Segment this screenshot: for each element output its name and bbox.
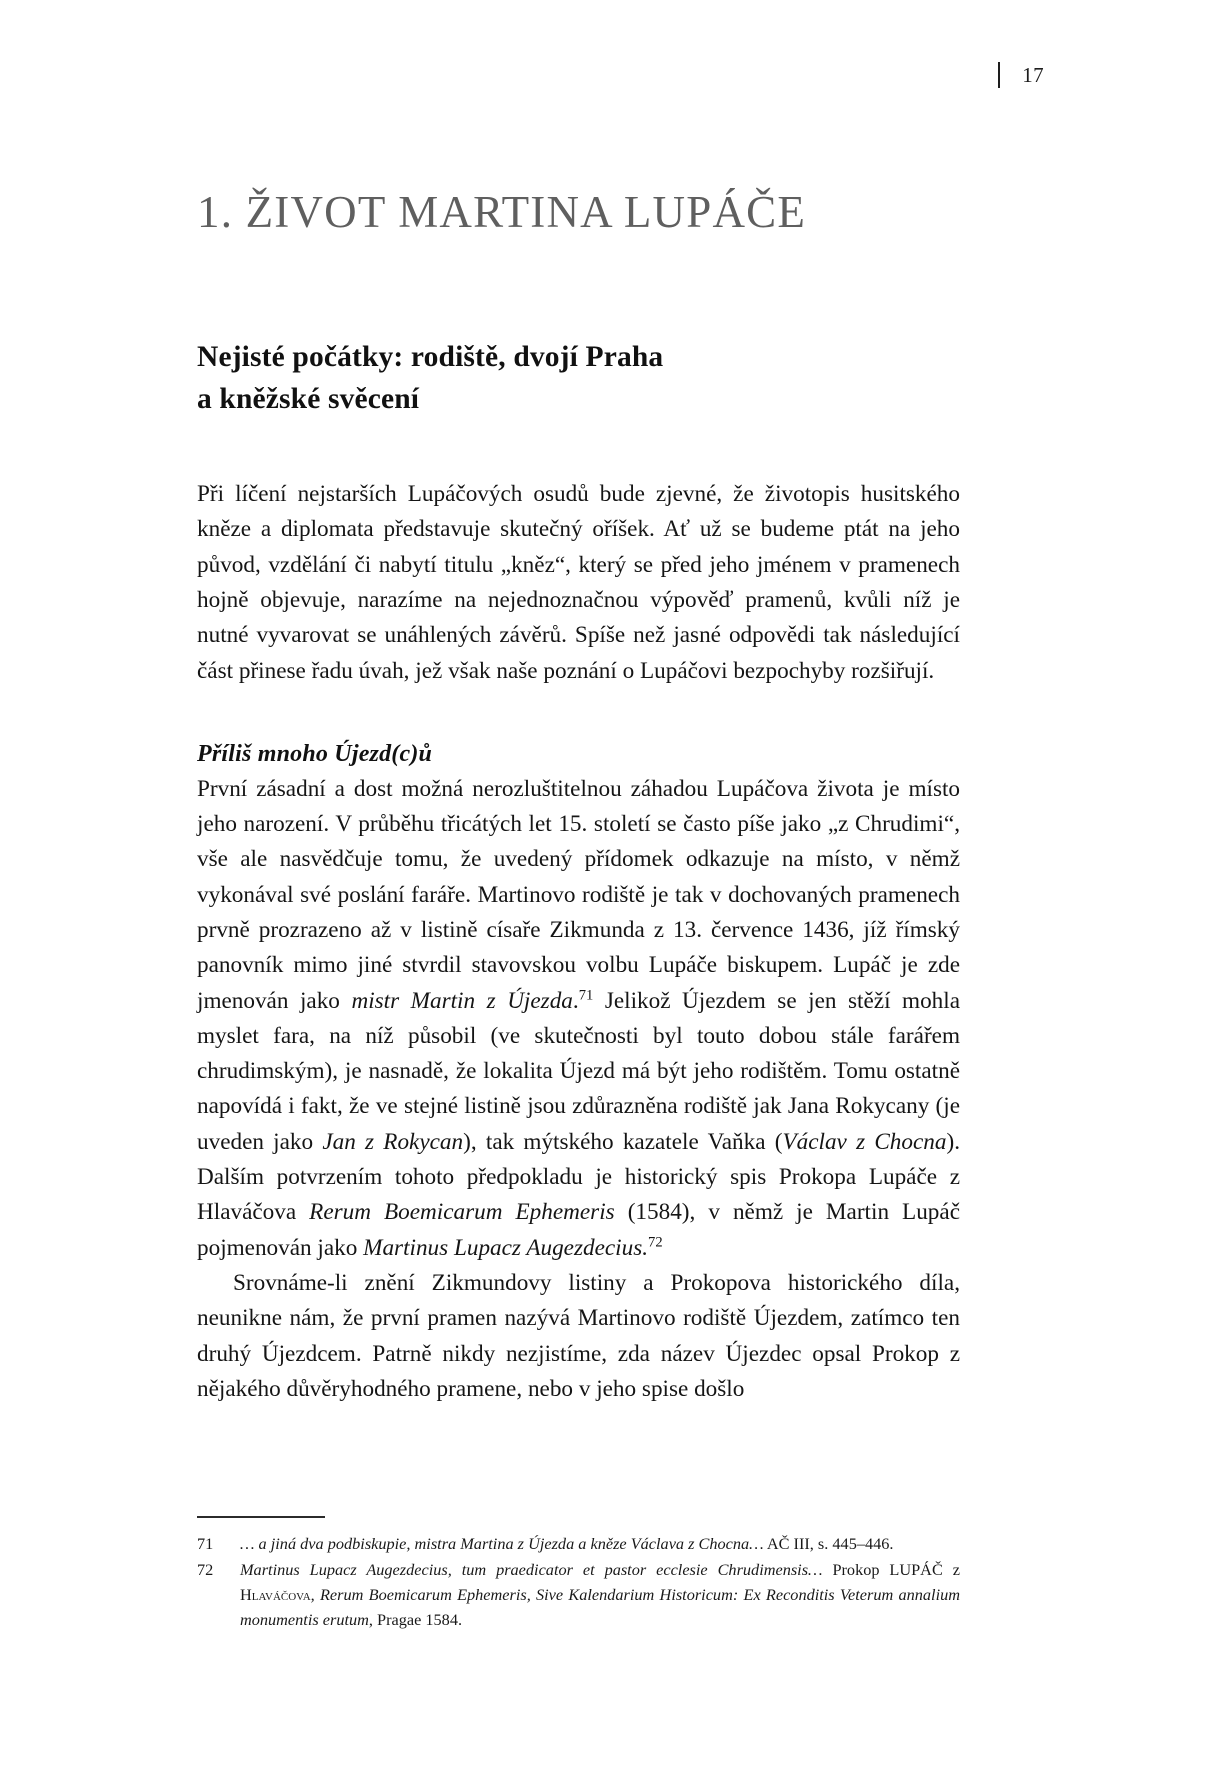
para1-segment-e: (1584), v němž je Martin Lupáč pojmenován jako (197, 1199, 960, 1261)
footnote-71-roman: AČ III, s. 445–446. (763, 1533, 894, 1553)
para1-italic-1: mistr Martin z Újezda (351, 987, 573, 1014)
subsection-paragraph-2: Srovnáme-li znění Zikmundovy listiny a Prokopova historického díla, neunikne nám, že první pramen nazývá Martinovo rodiště Újezdem, zatímco ten druhý Újezdcem. Patrně nikdy nezjistíme, zda název Újezdec opsal Prokop z nějakého důvěryhodného pramene, nebo v jeho spise došlo (197, 1269, 960, 1402)
vertical-bar-icon (998, 62, 1000, 88)
para1-segment-c: ), tak mýtského kazatele Vaňka ( (463, 1128, 783, 1155)
footnote-number: 72 (197, 1559, 214, 1579)
footnote-71 (197, 1531, 960, 1556)
text-column (197, 0, 960, 1407)
section-heading-line-2: a kněžské svěcení (197, 383, 420, 416)
footnote-number: 71 (197, 1533, 214, 1553)
subsection-heading: Příliš mnoho Újezd(c)ů (197, 740, 433, 767)
footnote-72-line2-italic: , Rerum Boemicarum Ephemeris, Sive Kalendarium Historicum: Ex Reconditis Veterum annalium monumentis erutum (240, 1584, 960, 1629)
footnote-72-line2-roman-b: , Pragae 1584. (368, 1609, 463, 1629)
footnote-71-italic: … a jiná dva podbiskupie, mistra Martina z Újezda a kněze Václava z Chocna… (240, 1533, 764, 1553)
footnote-72 (197, 1557, 960, 1632)
footnotes-area (197, 1516, 960, 1633)
para1-italic-2: Jan z Rokycan (322, 1128, 464, 1155)
chapter-title: 1. ŽIVOT MARTINA LUPÁČE (197, 187, 807, 237)
footnote-72-roman: Prokop LUPÁČ (822, 1559, 943, 1579)
para1-italic-5: Martinus Lupacz Augezdecius. (363, 1234, 649, 1261)
section-heading-line-1: Nejisté počátky: rodiště, dvojí Praha (197, 340, 664, 373)
para1-segment-d: ). Dalším potvrzením tohoto předpokladu je historický spis Prokopa Lupáče z Hlaváčova (197, 1128, 960, 1226)
footnote-text (240, 1531, 960, 1556)
para1-segment-a: První zásadní a dost možná nerozluštitelnou záhadou Lupáčova života je místo jeho narození. V průběhu třicátých let 15. století se často píše jako „z Chrudimi“, vše ale nasvědčuje tomu, že uvedený přídomek odkazuje na místo, v němž vykonával své poslání faráře. Martinovo rodiště je tak v dochovaných pramenech prvně prozrazeno až v listině císaře Zikmunda z 13. července 1436, jíž římský panovník mimo jiné stvrdil stavovskou volbu Lupáče biskupem. Lupáč je zde jmenován jako (197, 775, 960, 1014)
para1-italic-4: Rerum Boemicarum Ephemeris (309, 1199, 615, 1226)
footnote-72-italic: Martinus Lupacz Augezdecius, tum praedicator et pastor ecclesie Chrudimensis… (240, 1559, 823, 1579)
footnote-ref-71[interactable]: 71 (578, 986, 594, 1003)
page-number: 17 (1022, 62, 1044, 87)
footnote-72-line2-roman-a: z (952, 1559, 960, 1579)
para1-segment-b: Jelikož Újezdem se jen stěží mohla myslet fara, na níž působil (ve skutečnosti byl touto dobou stále farářem chrudimským), je nasnadě, že lokalita Újezd má být jeho rodištěm. Tomu ostatně napovídá i fakt, že ve stejné listině jsou zdůrazněna rodiště jak Jana Rokycany (je uveden jako (197, 987, 961, 1155)
para1-punct-1: . (572, 987, 579, 1014)
intro-paragraph: Při líčení nejstarších Lupáčových osudů bude zjevné, že životopis husitského kněze a diplomata představuje skutečný oříšek. Ať už se budeme ptát na jeho původ, vzdělání či nabytí titulu „kněz“, který se před jeho jménem v pramenech hojně objevuje, narazíme na nejednoznačnou výpověď pramenů, kvůli níž je nutné vyvarovat se unáhlených závěrů. Spíše než jasné odpovědi tak následující část přinese řadu úvah, jež však naše poznání o Lupáčovi bezpochyby rozšiřují. (197, 481, 960, 684)
footnote-72-smallcaps: Hlaváčova (240, 1584, 311, 1604)
footnote-text (240, 1557, 960, 1632)
subsection-paragraph-1 (197, 772, 960, 1266)
footnote-separator-rule (197, 1516, 325, 1518)
para1-italic-3: Václav z Chocna (782, 1128, 947, 1155)
footnote-ref-72[interactable]: 72 (648, 1233, 663, 1250)
running-head (998, 62, 1044, 88)
section-heading (197, 238, 960, 422)
